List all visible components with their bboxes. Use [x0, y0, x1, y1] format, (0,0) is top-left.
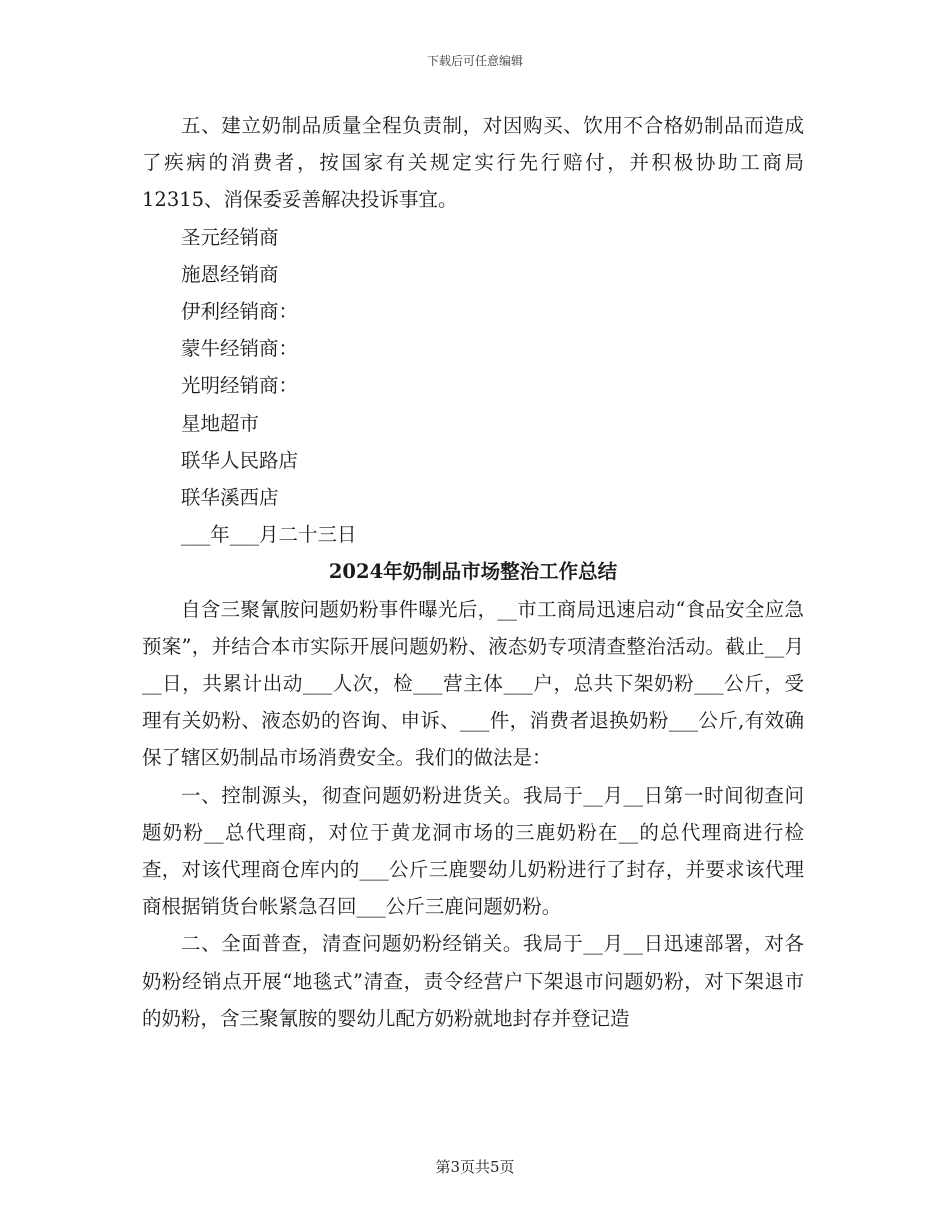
signatory-6: 星地超市: [181, 411, 260, 435]
section-title: 2024年奶制品市场整治工作总结: [328, 560, 618, 584]
signatory-2: 施恩经销商: [181, 262, 279, 286]
summary-intro-paragraph: 自含三聚氰胺问题奶粉事件曝光后，__市工商局迅速启动“食品安全应急预案”，并结合本市实际开展问题奶粉、液态奶专项清查整治活动。截止__月__日，共累计出动___人次，检___营主体___户，总共下架奶粉___公斤，受理有关奶粉、液态奶的咨询、申诉、___件，消费者退换奶粉___公斤,有效确保了辖区奶制品市场消费安全。我们的做法是：: [142, 597, 804, 770]
signatory-5: 光明经销商：: [181, 374, 299, 398]
summary-point-two: 二、全面普查，清查问题奶粉经销关。我局于__月__日迅速部署，对各奶粉经销点开展“地毯式”清查，责令经营户下架退市问题奶粉，对下架退市的奶粉，含三聚氰胺的婴幼儿配方奶粉就地封存并登记造: [142, 932, 804, 1030]
signatory-3: 伊利经销商：: [181, 300, 299, 324]
paragraph-five: 五、建立奶制品质量全程负责制，对因购买、饮用不合格奶制品而造成了疾病的消费者，按国家有关规定实行先行赔付，并积极协助工商局12315、消保委妥善解决投诉事宜。: [142, 114, 804, 212]
page-header: 下载后可任意编辑: [426, 54, 523, 68]
page-footer: 第3页共5页: [435, 1158, 515, 1176]
document-date: ___年___月二十三日: [181, 523, 357, 547]
signatory-4: 蒙牛经销商：: [181, 337, 299, 361]
document-body: [142, 107, 804, 1037]
signatory-1: 圣元经销商: [181, 225, 279, 249]
signatory-8: 联华溪西店: [181, 486, 279, 510]
signatory-7: 联华人民路店: [181, 448, 299, 472]
summary-point-one: 一、控制源头，彻查问题奶粉进货关。我局于__月__日第一时间彻查问题奶粉__总代理商，对位于黄龙洞市场的三鹿奶粉在__的总代理商进行检查，对该代理商仓库内的___公斤三鹿婴幼儿奶粉进行了封存，并要求该代理商根据销货台帐紧急召回___公斤三鹿问题奶粉。: [142, 783, 804, 919]
